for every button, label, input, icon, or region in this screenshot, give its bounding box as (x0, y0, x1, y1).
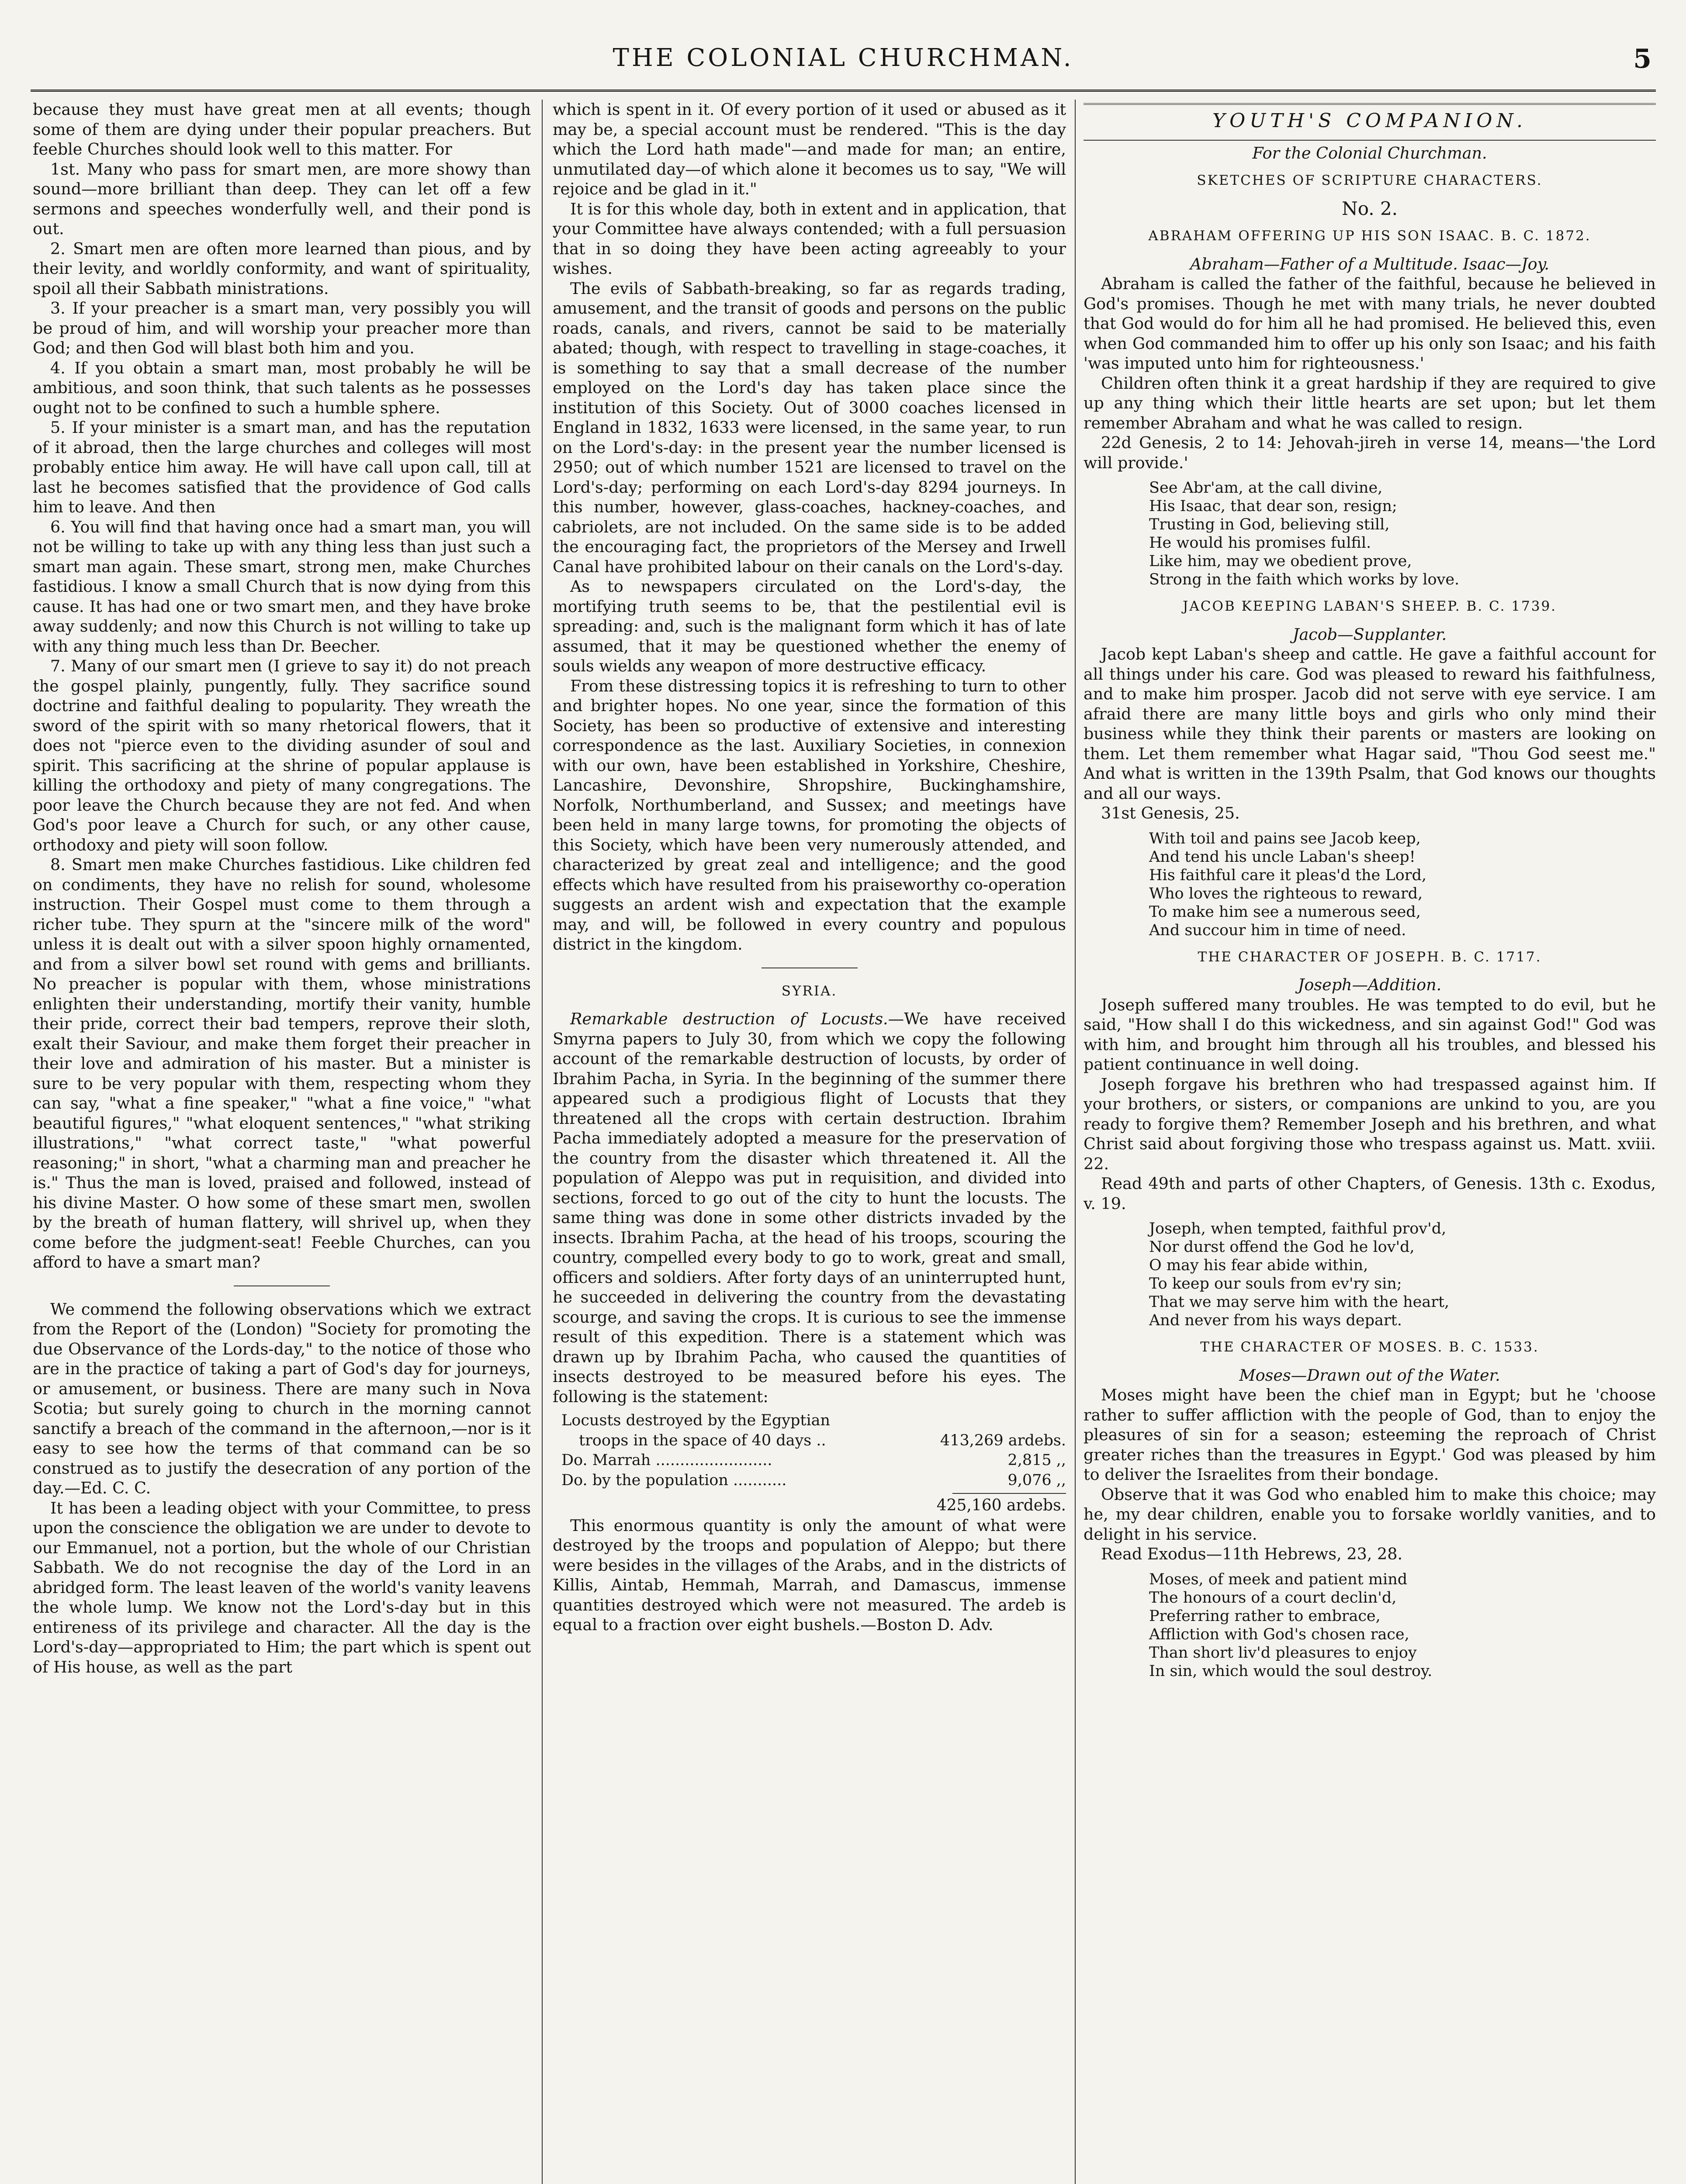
paragraph: As to newspapers circulated on the Lord's-day, the mortifying truth seems to be, that the pestilential evil is spreading: and, such is the malignant form which it has of late assumed, that it may be questioned whether the enemy of souls wields any weapon of more destructive efficacy. (553, 577, 1066, 675)
series-title: SKETCHES OF SCRIPTURE CHARACTERS. (1197, 173, 1543, 188)
verse-line: And succour him in time of need. (1149, 921, 1406, 939)
column-divider (1075, 100, 1076, 2184)
paragraph: It has been a leading object with your Committee, to press upon the conscience the obligation we are under to devote to our Emmanuel, not a portion, but the whole of our Christian Sabbath. We do not recognise the day of the Lord in an abridged form. The least leaven of the world's vanity leavens the whole lump. We know not the Lord's-day but in this entireness of its privilege and character. All the day is the Lord's-day—appropriated to Him; the part which is spent out of His house, as well as the part (33, 1498, 531, 1676)
paragraph: 2. Smart men are often more learned than pious, and by their levity, and worldly conformity, and want of spirituality, spoil all their Sabbath ministrations. (33, 239, 531, 298)
paragraph: which is spent in it. Of every portion of it used or abused as it may be, a special account must be rendered. "This is the day which the Lord hath made"—and made for man; an entire, unmutilated day—of which alone it becomes us to say, "We will rejoice and be glad in it." (553, 100, 1066, 198)
paragraph: 4. If you obtain a smart man, most probably he will be ambitious, and soon think, that such talents as he possesses ought not to be confined to such a humble sphere. (33, 358, 531, 417)
paragraph: Joseph suffered many troubles. He was tempted to do evil, but he said, "How shall I do this wickedness, and sin against God!" God was with him, and brought him through all his troubles, and blessed his patient continuance in well doing. (1084, 995, 1656, 1074)
sketch-names: Joseph—Addition. (1298, 975, 1442, 994)
verse (1149, 1220, 1656, 1330)
scripture-reference: Read Exodus—11th Hebrews, 23, 28. (1101, 1545, 1403, 1563)
verse-line: The honours of a court declin'd, (1149, 1589, 1397, 1607)
verse-line: He would his promises fulfil. (1149, 534, 1371, 552)
table-label: Locusts destroyed by the Egyptian (561, 1412, 831, 1429)
paragraph: 6. You will find that having once had a smart man, you will not be willing to take up with any thing less than just such a smart man again. These smart, strong men, make Churches fastidious. I know a small Church that is now dying from this cause. It has had one or two smart men, and they have broke away suddenly; and now this Church is not willing to take up with any thing much less than Dr. Beecher. (33, 517, 531, 656)
sketch-heading: THE CHARACTER OF JOSEPH. B. C. 1717. (1198, 949, 1542, 965)
verse-line: And never from his ways depart. (1149, 1312, 1402, 1329)
column-1 (33, 100, 531, 2184)
paragraph: Observe that it was God who enabled him to make this choice; may he, my dear children, enable you to forsake worldly vanities, and to delight in his service. (1084, 1485, 1656, 1544)
table-value: 9,076 ,, (1007, 1471, 1066, 1489)
verse-line: With toil and pains see Jacob keep, (1149, 829, 1421, 847)
syria-lead: Remarkable destruction of Locusts. (570, 1009, 888, 1028)
paragraph: Moses might have been the chief man in Egypt; but he 'choose rather to suffer affliction with the people of God, than to enjoy the pleasures of sin for a season; esteeming the reproach of Christ greater riches than the treasures in Egypt.' God was pleased by him to deliver the Israelites from their bondage. (1084, 1386, 1656, 1484)
table-row (553, 1451, 1066, 1471)
paragraph: 5. If your minister is a smart man, and has the reputation of it abroad, then the large churches and colleges will most probably entice him away. He will have call upon call, till at last he becomes satisfied that the providence of God calls him to leave. And then (33, 418, 531, 516)
table-row (553, 1471, 1066, 1491)
verse-line: That we may serve him with the heart, (1149, 1293, 1450, 1311)
verse-line: Joseph, when tempted, faithful prov'd, (1149, 1220, 1447, 1237)
header-rule (31, 90, 1656, 92)
verse-line: Like him, may we obedient prove, (1149, 553, 1412, 570)
editorial-note: We commend the following observations which we extract from the Report of the (London) "Society for promoting the due Observance of the Lords-day," to the notice of those who are in the practice of taking a part of God's day for journeys, or amusement, or business. There are many such in Nova Scotia; but surely going to church in the morning cannot sanctify a breach of the command in the afternoon,—nor is it easy to see how the terms of that command can be so construed as to justify the desecration of any portion of the day.—Ed. C. C. (33, 1299, 531, 1497)
paragraph: The evils of Sabbath-breaking, so far as regards trading, amusement, and the transit of goods and persons on the public roads, canals, and rivers, cannot be said to be materially abated; though, with respect to travelling in stage-coaches, it is something to say that a small decrease of the number employed on the Lord's day has taken place since the institution of this Society. Out of 3000 coaches licensed in England in 1832, 1633 were licensed, in the same year, to run on the Lord's-day: in the present year the number licensed is 2950; out of which number 1521 are licensed to travel on the Lord's-day; performing on each Lord's-day 8294 journeys. In this number, however, glass-coaches, hackney-coaches, and cabriolets, are not included. On the same side is to be added the encouraging fact, the proprietors of the Mersey and Irwell Canal have prohibited labour on their canals on the Lord's-day. (553, 279, 1066, 576)
paragraph: It is for this whole day, both in extent and in application, that your Committee have always contended; with a full persuasion that in so doing they have been acting agreeably to your wishes. (553, 199, 1066, 278)
paragraph: Abraham is called the father of the faithful, because he believed in God's promises. Though he met with many trials, he never doubted that God would do for him all he had promised. He believed this, even when God commanded him to offer up his only son Isaac; and his faith 'was imputed unto him for righteousness.' (1084, 274, 1656, 373)
table-row (553, 1411, 1066, 1431)
scripture-reference: Read 49th and parts of other Chapters, of Genesis. 13th c. Exodus, v. 19. (1084, 1174, 1656, 1213)
verse (1149, 479, 1656, 589)
paragraph: Children often think it a great hardship if they are required to give up any thing which their little hearts are set upon; but let them remember Abraham and what he was called to resign. (1084, 373, 1656, 432)
page-number: 5 (1633, 44, 1651, 74)
scripture-reference: 31st Genesis, 25. (1101, 804, 1240, 822)
table-label: Do. Marrah ........................ (561, 1451, 772, 1469)
table-value: 2,815 ,, (1007, 1451, 1066, 1469)
sketch-heading: ABRAHAM OFFERING UP HIS SON ISAAC. B. C. 1872. (1148, 228, 1591, 244)
paragraph: 1st. Many who pass for smart men, are more showy than sound—more brilliant than deep. They can let off a few sermons and speeches wonderfully well, and their pond is out. (33, 159, 531, 238)
syria-body: —We have received Smyrna papers to July 30, from which we copy the following account of the remarkable destruction of locusts, by order of Ibrahim Pacha, in Syria. In the beginning of the summer there appeared such a prodigious flight of Locusts that they threatened all the crops with certain destruction. Ibrahim Pacha immediately adopted a measure for the preservation of the country from the disaster which threatened it. All the population of Aleppo was put in requisition, and divided into sections, forced to go out of the city to hunt the locusts. The same thing was done in some other districts invaded by the insects. Ibrahim Pacha, at the head of his troops, scouring the country, compelled every body to go to work, great and small, officers and soldiers. After forty days of an uninterrupted hunt, he succeeded in delivering the country from the devastating scourge, and saving the crops. It is curious to see the immense result of this expedition. There is a statement which was drawn up by Ibrahim Pacha, who caused the quantities of insects destroyed to be measured before his eyes. The following is the statement: (553, 1009, 1066, 1406)
verse-line: Preferring rather to embrace, (1149, 1607, 1381, 1625)
verse-line: See Abr'am, at the call divine, (1149, 479, 1383, 497)
table-total: 425,160 ardebs. (936, 1496, 1066, 1514)
syria-paragraph (553, 1009, 1066, 1406)
verse-line: Than short liv'd pleasures to enjoy (1149, 1644, 1417, 1662)
verse-line: Trusting in God, believing still, (1149, 516, 1390, 533)
section-title: YOUTH'S COMPANION. (1212, 110, 1527, 132)
locust-table (553, 1411, 1066, 1516)
column-3 (1084, 100, 1656, 2184)
page-header (26, 44, 1660, 83)
verse-line: Affliction with God's chosen race, (1149, 1625, 1409, 1643)
column-2 (553, 100, 1066, 2184)
paragraph: Jacob kept Laban's sheep and cattle. He gave a faithful account for all things under his care. God was pleased to reward his faithfulness, and to make him prosper. Jacob did not serve with eye service. I am afraid there are many little boys and girls who only mind their business while they think their parents or masters are looking on them. Let them remember what Hagar said, "Thou God seest me." And what is written in the 139th Psalm, that God knows our thoughts and all our ways. (1084, 645, 1656, 803)
subtitle: For the Colonial Churchman. (1084, 140, 1656, 163)
verse-line: Nor durst offend the God he lov'd, (1149, 1238, 1415, 1256)
verse-line: Who loves the righteous to reward, (1149, 885, 1423, 902)
verse (1149, 829, 1656, 940)
syria-heading: SYRIA. (781, 983, 838, 999)
paragraph: 3. If your preacher is a smart man, very possibly you will be proud of him, and will worship your preacher more than God; and then God will blast both him and you. (33, 299, 531, 357)
sketch-names: Moses—Drawn out of the Water. (1239, 1365, 1500, 1385)
verse-line: Strong in the faith which works by love. (1149, 571, 1460, 588)
table-value: 413,269 ardebs. (940, 1431, 1066, 1449)
paragraph: 7. Many of our smart men (I grieve to say it) do not preach the gospel plainly, pungently, fully. They sacrifice sound doctrine and faithful dealing to popularity. They wreath the sword of the spirit with so many rhetorical flowers, that it does not "pierce even to the dividing asunder of soul and spirit. This sacrificing at the shrine of popular applause is killing the orthodoxy and piety of many congregations. The poor leave the Church because they are not fed. And when God's poor leave a Church for such, or any other cause, orthodoxy and piety will soon follow. (33, 657, 531, 854)
paragraph: 8. Smart men make Churches fastidious. Like children fed on condiments, they have no relish for sound, wholesome instruction. Their Gospel must come to them through a richer tube. They spurn at the "sincere milk of the word" unless it is dealt out with a silver spoon highly ornamented, and from a silver bowl set round with gems and brilliants. No preacher is popular with them, whose ministrations enlighten their understanding, mortify their vanity, humble their pride, correct their bad tempers, reprove their sloth, exalt their Saviour, and make them forget their preacher in their love and admiration of his master. But a minister is sure to be very popular with them, respecting whom they can say, "what a fine speaker," "what a fine voice," "what beautiful figures," "what eloquent sentences," "what striking illustrations," "what correct taste," "what powerful reasoning;" in short, "what a charming man and preacher he is." Thus the man is loved, praised and followed, instead of his divine Master. O how some of these smart men, swollen by the breath of human flattery, will shrivel up, when they come before the judgment-seat! Feeble Churches, can you afford to have a smart man? (33, 855, 531, 1272)
section-rule (1084, 103, 1656, 105)
sketch-heading: THE CHARACTER OF MOSES. B. C. 1533. (1200, 1339, 1539, 1355)
scripture-reference: 22d Genesis, 2 to 14: Jehovah-jireh in verse 14, means—'the Lord will provide.' (1084, 433, 1656, 472)
table-label: troops in the space of 40 days .. (579, 1431, 826, 1449)
paragraph: From these distressing topics it is refreshing to turn to other and brighter hopes. No one year, since the formation of this Society, has been so productive of extensive and interesting correspondence as the last. Auxiliary Societies, in connexion with our own, have been established in Yorkshire, Cheshire, Lancashire, Devonshire, Shropshire, Buckinghamshire, Norfolk, Northumberland, and Sussex; and meetings have been held in many large towns, for promoting the objects of this Society, which have been very numerously attended, and characterized by great zeal and intelligence; and the good effects which have resulted from his praiseworthy co-operation suggests an ardent wish and expectation that the example may, and will, be followed in every country and populous district in the kingdom. (553, 676, 1066, 954)
verse-line: To keep our souls from ev'ry sin; (1149, 1275, 1402, 1292)
paragraph: because they must have great men at all events; though some of them are dying under their popular preachers. But feeble Churches should look well to this matter. For (33, 100, 531, 159)
column-divider (542, 100, 543, 2184)
verse-line: Moses, of meek and patient mind (1149, 1570, 1408, 1588)
verse-line: And tend his uncle Laban's sheep! (1149, 848, 1416, 866)
total-rule (952, 1493, 1066, 1494)
paragraph: This enormous quantity is only the amount of what were destroyed by the troops and population of Aleppo; but there were besides in the villages of the Arabs, and in the districts of Killis, Aintab, Hemmah, Marrah, and Damascus, immense quantities destroyed which were not measured. The ardeb is equal to a fraction over eight bushels.—Boston D. Adv. (553, 1516, 1066, 1634)
verse-line: His Isaac, that dear son, resign; (1149, 498, 1397, 515)
issue-number: No. 2. (1341, 197, 1398, 219)
sketch-names: Abraham—Father of a Multitude. Isaac—Joy. (1190, 254, 1550, 273)
verse-line: His faithful care it pleas'd the Lord, (1149, 866, 1426, 884)
verse-line: O may his fear abide within, (1149, 1257, 1368, 1274)
table-label: Do. by the population ........... (561, 1471, 787, 1489)
paragraph: Joseph forgave his brethren who had trespassed against him. If your brothers, or sisters, or companions are unkind to you, are you ready to forgive them? Remember Joseph and his brethren, and what Christ said about forgiving those who trespass against us. Matt. xviii. 22. (1084, 1075, 1656, 1173)
verse (1149, 1570, 1656, 1680)
masthead: THE COLONIAL CHURCHMAN. (613, 44, 1074, 72)
verse-line: To make him see a numerous seed, (1149, 903, 1421, 921)
sketch-names: Jacob—Supplanter. (1292, 625, 1447, 644)
verse-line: In sin, which would the soul destroy. (1149, 1662, 1433, 1680)
table-row (553, 1431, 1066, 1451)
sketch-heading: JACOB KEEPING LABAN'S SHEEP. B. C. 1739. (1182, 598, 1557, 614)
